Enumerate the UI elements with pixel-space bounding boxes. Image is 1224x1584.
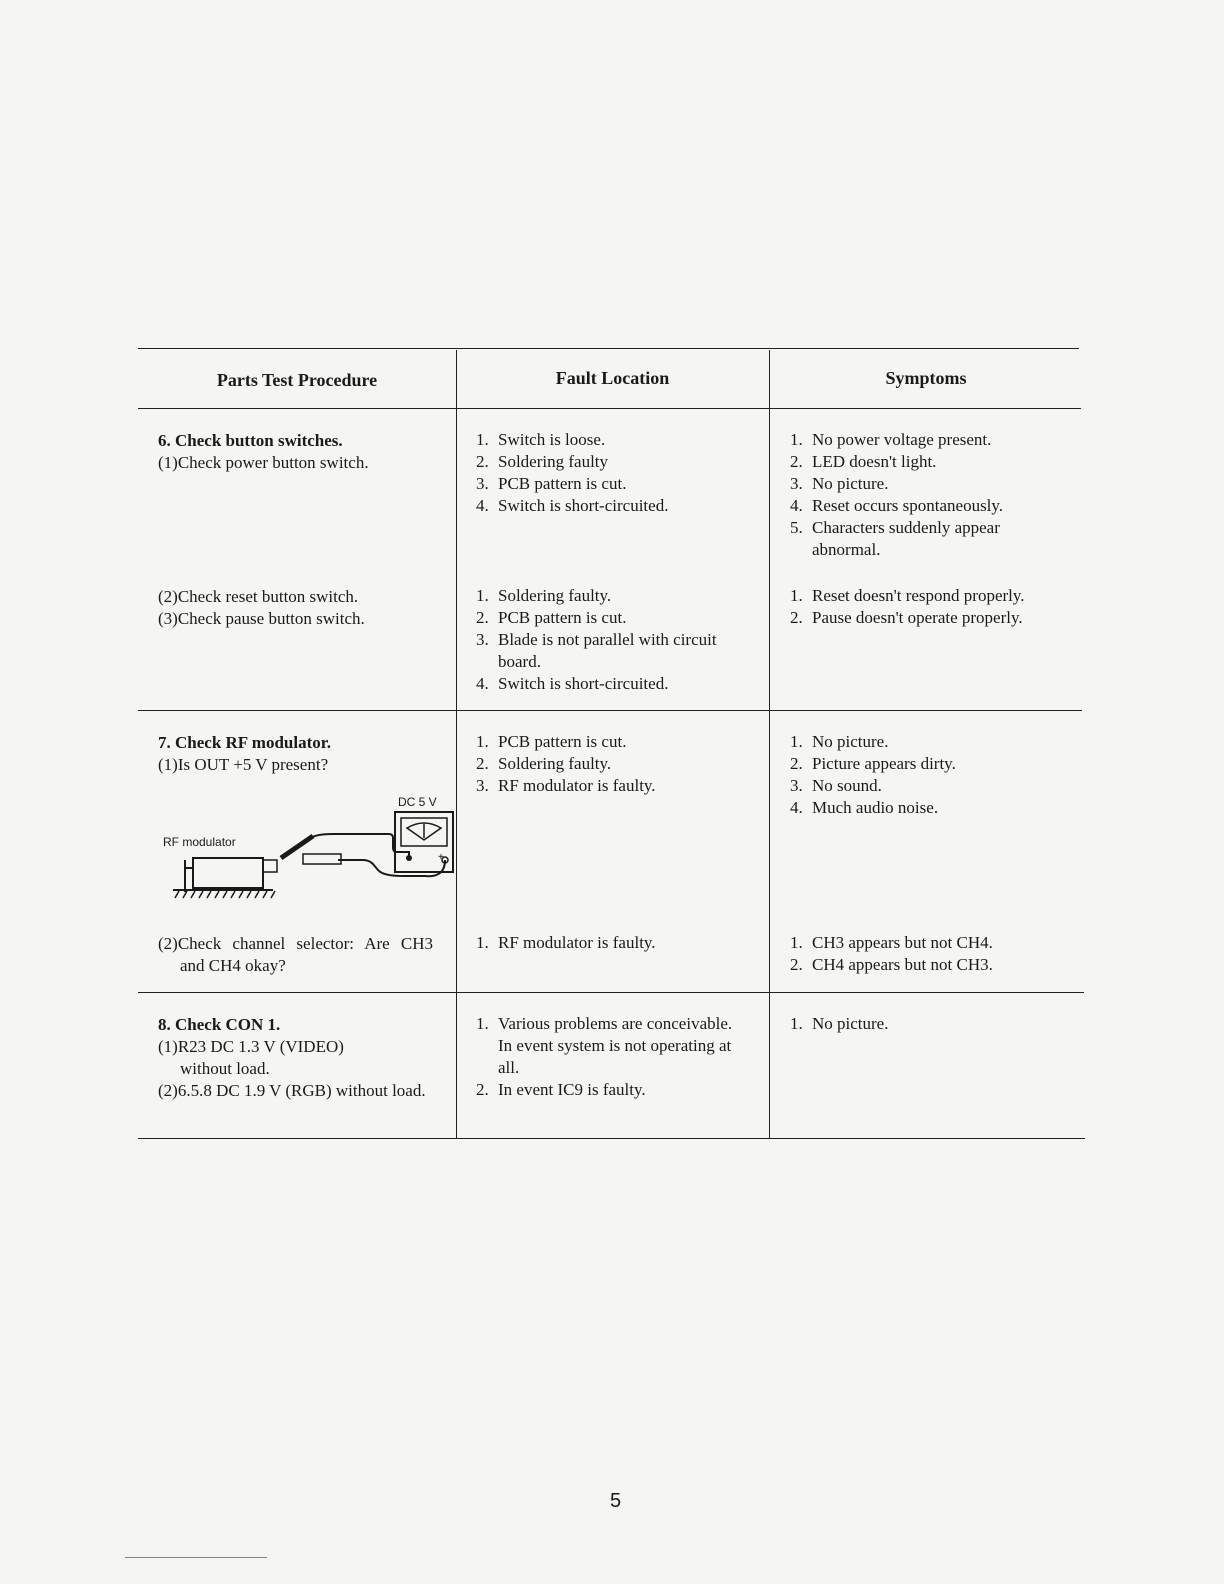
plus-sign: +	[438, 852, 444, 863]
symptoms-cell-8	[790, 1013, 1060, 1035]
list-item: 1. Soldering faulty.	[476, 586, 612, 605]
procedure-cell-8	[158, 1014, 436, 1102]
list-item: 3. Blade is not parallel with circuit board.	[476, 630, 717, 671]
procedure-title: 6. Check button switches.	[158, 431, 343, 450]
fault-cell-6-2	[476, 585, 751, 695]
probe-plug	[303, 854, 341, 864]
header-fault-location: Fault Location	[555, 368, 670, 388]
list-item: 2. In event IC9 is faulty.	[476, 1080, 646, 1099]
fault-cell-7-1	[476, 731, 751, 797]
procedure-line: (1)Check power button switch.	[158, 453, 369, 472]
list-item: 4. Much audio noise.	[790, 798, 939, 817]
row-rule-6	[138, 710, 1082, 711]
procedure-line: (2)6.5.8 DC 1.9 V (RGB) without load.	[158, 1081, 426, 1100]
list-item: 2. Soldering faulty	[476, 452, 609, 471]
fault-cell-6-1	[476, 429, 761, 517]
procedure-title: 7. Check RF modulator.	[158, 733, 331, 752]
column-rule-1	[456, 350, 457, 1138]
fault-cell-8	[476, 1013, 751, 1101]
list-item: 4. Reset occurs spontaneously.	[790, 496, 1004, 515]
symptoms-cell-6-2	[790, 585, 1060, 629]
symptoms-cell-6-1	[790, 429, 1060, 561]
table-top-rule	[138, 348, 1079, 349]
symptoms-cell-7-1	[790, 731, 1060, 819]
rf-connector	[263, 860, 277, 872]
list-item: 1. Reset doesn't respond properly.	[790, 586, 1025, 605]
procedure-cell-6-1	[158, 430, 448, 474]
procedure-title: 8. Check CON 1.	[158, 1015, 281, 1034]
parts-test-table	[138, 348, 1085, 1140]
header-procedure: Parts Test Procedure	[216, 370, 378, 390]
procedure-line: (2)Check reset button switch.	[158, 587, 359, 606]
probe-lead-red	[338, 860, 445, 876]
list-item: 2. Picture appears dirty.	[790, 754, 956, 773]
list-item: 1. No picture.	[790, 732, 889, 751]
list-item: 1. Switch is loose.	[476, 430, 606, 449]
procedure-cell-7-1	[158, 732, 448, 776]
list-item: 4. Switch is short-circuited.	[476, 496, 669, 515]
list-item: 2. PCB pattern is cut.	[476, 608, 627, 627]
rf-modulator-diagram	[163, 788, 443, 903]
meter-label: DC 5 V	[398, 795, 437, 809]
footer-rule	[125, 1557, 267, 1558]
rf-modulator-box	[193, 858, 263, 888]
list-item: 2. Soldering faulty.	[476, 754, 612, 773]
rf-modulator-diagram-svg	[163, 788, 443, 903]
list-item: 1. No picture.	[790, 1014, 889, 1033]
list-item: 2. Pause doesn't operate properly.	[790, 608, 1023, 627]
list-item: 1. Various problems are conceivable. In event system is not operating at all.	[476, 1014, 733, 1077]
list-item: 1. PCB pattern is cut.	[476, 732, 627, 751]
procedure-line: (2)Check channel selector: Are CH3 and CH4 okay?	[158, 934, 433, 975]
procedure-cell-6-2	[158, 586, 448, 630]
header-rule	[138, 408, 1081, 409]
procedure-line: (3)Check pause button switch.	[158, 609, 365, 628]
list-item: 3. No picture.	[790, 474, 889, 493]
list-item: 1. CH3 appears but not CH4.	[790, 933, 993, 952]
page-number: 5	[610, 1490, 622, 1512]
list-item: 2. CH4 appears but not CH3.	[790, 955, 993, 974]
list-item: 3. PCB pattern is cut.	[476, 474, 627, 493]
column-rule-2	[769, 350, 770, 1138]
device-label: RF modulator	[163, 835, 236, 849]
procedure-cell-7-2	[158, 933, 433, 977]
list-item: 3. RF modulator is faulty.	[476, 776, 656, 795]
list-item: 5. Characters suddenly appear abnormal.	[790, 518, 1000, 559]
pcb-hatch	[175, 891, 275, 898]
list-item: 3. No sound.	[790, 776, 882, 795]
header-symptoms: Symptoms	[885, 368, 967, 388]
list-item: 1. No power voltage present.	[790, 430, 992, 449]
table-bottom-rule	[138, 1138, 1085, 1139]
fault-cell-7-2	[476, 932, 751, 954]
list-item: 1. RF modulator is faulty.	[476, 933, 656, 952]
list-item: 2. LED doesn't light.	[790, 452, 937, 471]
list-item: 4. Switch is short-circuited.	[476, 674, 669, 693]
symptoms-cell-7-2	[790, 932, 1060, 976]
procedure-line: (1)R23 DC 1.3 V (VIDEO) without load.	[158, 1037, 344, 1078]
procedure-line: (1)Is OUT +5 V present?	[158, 755, 329, 774]
row-rule-7	[138, 992, 1084, 993]
